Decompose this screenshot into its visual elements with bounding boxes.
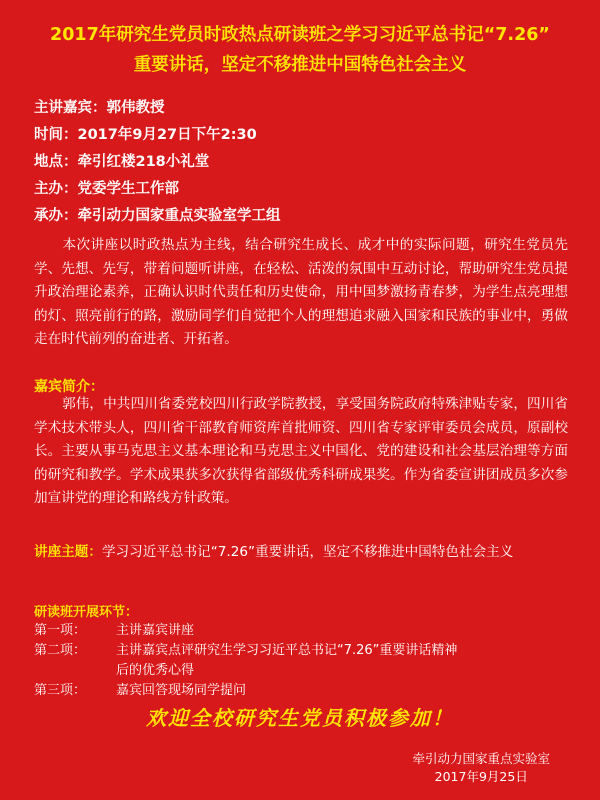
- info-value: 2017年9月27日下午2:30: [77, 127, 257, 143]
- info-label: 主办：: [34, 181, 78, 197]
- topic-label: 讲座主题：: [34, 544, 102, 560]
- agenda-label: 第一项：: [34, 623, 87, 638]
- title-line-1: 2017年研究生党员时政热点研读班之学习习近平总书记“7.26”: [50, 25, 550, 45]
- intro-paragraph: [34, 234, 568, 352]
- agenda-item: [34, 681, 574, 701]
- guest-text: 郭伟，中共四川省委党校四川行政学院教授，享受国务院政府特殊津贴专家，四川省学术技术带头人，四川省干部教育师资库首批师资、四川省专家评审委员会成员，原副校长。主要从事马克思主义基本理论和马克思主义中国化、党的建设和社会基层治理等方面的研究和教学。学术成果获多次获得省部级优秀科研成果奖。作为省委宣讲团成员多次参加宣讲党的理论和路线方针政策。: [34, 396, 568, 506]
- info-time: [34, 122, 574, 149]
- info-label: 地点：: [34, 154, 78, 170]
- agenda-list: [34, 621, 574, 701]
- guest-heading: 嘉宾简介：: [34, 379, 104, 395]
- agenda-label: 第三项：: [34, 683, 87, 698]
- info-value: 牵引动力国家重点实验室学工组: [77, 208, 281, 224]
- info-speaker: [34, 95, 574, 122]
- topic-paragraph: [34, 541, 568, 565]
- event-info: [34, 95, 574, 230]
- agenda-item: [34, 621, 574, 641]
- info-value: 牵引红楼218小礼堂: [77, 154, 210, 170]
- signature-date: 2017年9月25日: [434, 769, 528, 784]
- agenda-text: 主讲嘉宾点评研究生学习习近平总书记“7.26”重要讲话精神: [116, 643, 458, 658]
- agenda-heading: 研读班开展环节：: [34, 605, 139, 620]
- signature-organizer: 牵引动力国家重点实验室: [412, 751, 550, 766]
- info-label: 承办：: [34, 208, 78, 224]
- signature-block: [412, 750, 550, 786]
- info-host: [34, 176, 574, 203]
- info-organizer: [34, 203, 574, 230]
- intro-text: 本次讲座以时政热点为主线，结合研究生成长、成才中的实际问题，研究生党员先学、先想、先写，带着问题听讲座，在轻松、活泼的氛围中互动讨论，帮助研究生党员提升政治理论素养，正确认识时代责任和历史使命，用中国梦激扬青春梦，为学生点亮理想的灯、照亮前行的路，激励同学们自觉把个人的理想追求融入国家和民族的事业中，勇做走在时代前列的奋进者、开拓者。: [34, 237, 568, 347]
- agenda-text: 嘉宾回答现场同学提问: [116, 683, 247, 698]
- info-location: [34, 149, 574, 176]
- info-label: 时间：: [34, 127, 78, 143]
- agenda-continuation: 后的优秀心得: [116, 663, 195, 678]
- info-label: 主讲嘉宾：: [34, 100, 107, 116]
- agenda-text: 主讲嘉宾讲座: [116, 623, 195, 638]
- welcome-slogan: 欢迎全校研究生党员积极参加！: [146, 706, 454, 730]
- info-value: 党委学生工作部: [77, 181, 179, 197]
- guest-paragraph: [34, 393, 568, 511]
- notice-title: [0, 20, 600, 80]
- agenda-item: [34, 641, 574, 661]
- info-value: 郭伟教授: [106, 100, 165, 116]
- title-line-2: 重要讲话，坚定不移推进中国特色社会主义: [133, 55, 467, 75]
- agenda-label: 第二项：: [34, 643, 87, 658]
- topic-text: 学习习近平总书记“7.26”重要讲话，坚定不移推进中国特色社会主义: [101, 544, 514, 560]
